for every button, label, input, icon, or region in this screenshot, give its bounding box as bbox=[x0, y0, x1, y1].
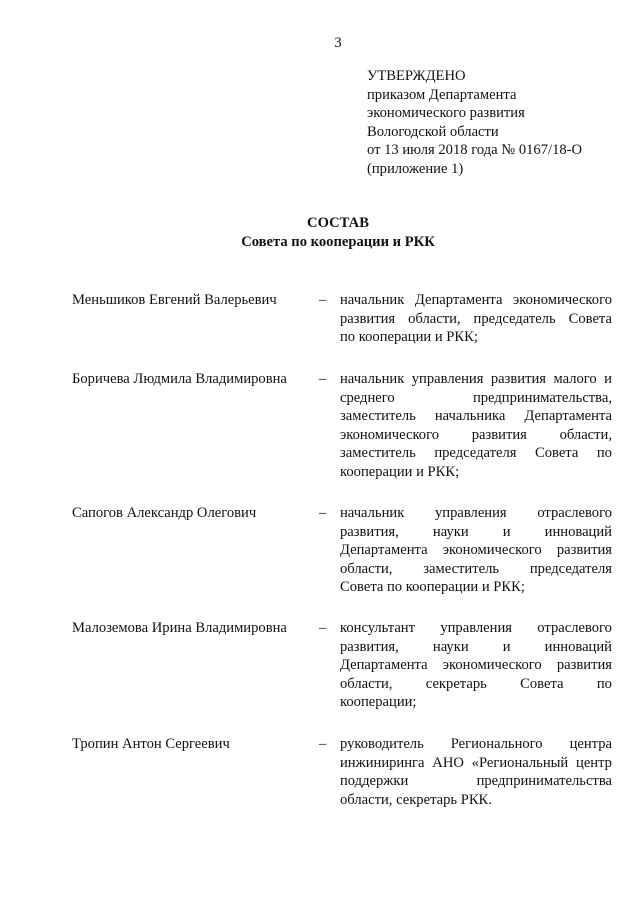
role-line: заместитель начальника Департамента bbox=[340, 408, 612, 425]
role-line: развития, науки и инноваций bbox=[340, 638, 612, 655]
role-line: начальник управления отраслевого bbox=[340, 505, 612, 521]
role-line: инжиниринга АНО «Региональный центр bbox=[340, 754, 612, 771]
document-title bbox=[0, 214, 640, 251]
role-line: по кооперации и РКК; bbox=[340, 329, 478, 346]
member-name: Тропин Антон Сергеевич bbox=[72, 736, 230, 752]
dash-separator: – bbox=[319, 620, 327, 636]
role-line: руководитель Регионального центра bbox=[340, 736, 612, 752]
dash-separator: – bbox=[319, 292, 327, 308]
role-line: кооперации; bbox=[340, 694, 417, 711]
title-line-2: Совета по кооперации и РКК bbox=[241, 233, 435, 250]
title-line-1: СОСТАВ bbox=[307, 215, 369, 231]
role-line: области, секретарь РКК. bbox=[340, 791, 492, 808]
dash-separator: – bbox=[319, 371, 327, 387]
role-line: Совета по кооперации и РКК; bbox=[340, 579, 525, 596]
role-line: кооперации и РКК; bbox=[340, 463, 460, 480]
member-role bbox=[340, 735, 612, 809]
page-number: 3 bbox=[334, 35, 342, 51]
member-role bbox=[340, 619, 612, 712]
role-line: начальник управления развития малого и bbox=[340, 371, 612, 387]
role-line: экономического развития области, bbox=[340, 426, 612, 443]
role-line: развития области, председатель Совета bbox=[340, 310, 612, 327]
role-line: развития, науки и инноваций bbox=[340, 523, 612, 540]
member-name: Боричева Людмила Владимировна bbox=[72, 371, 287, 387]
dash-separator: – bbox=[319, 505, 327, 521]
role-line: области, секретарь Совета по bbox=[340, 675, 612, 692]
role-line: Департамента экономического развития bbox=[340, 657, 612, 674]
approval-line: от 13 июля 2018 года № 0167/18-О bbox=[367, 142, 583, 159]
member-role bbox=[340, 504, 612, 597]
approval-line: (приложение 1) bbox=[367, 160, 464, 177]
role-line: начальник Департамента экономического bbox=[340, 292, 612, 308]
member-role bbox=[340, 370, 612, 482]
approval-stamp bbox=[367, 67, 627, 179]
dash-separator: – bbox=[319, 736, 327, 752]
member-name: Сапогов Александр Олегович bbox=[72, 505, 257, 521]
approval-line: Вологодской области bbox=[367, 123, 499, 140]
role-line: поддержки предпринимательства bbox=[340, 773, 612, 790]
approval-line: УТВЕРЖДЕНО bbox=[367, 68, 466, 84]
member-role bbox=[340, 291, 612, 347]
member-name: Меньшиков Евгений Валерьевич bbox=[72, 292, 277, 308]
role-line: консультант управления отраслевого bbox=[340, 620, 612, 636]
role-line: Департамента экономического развития bbox=[340, 542, 612, 559]
role-line: заместитель председателя Совета по bbox=[340, 445, 612, 462]
role-line: области, заместитель председателя bbox=[340, 560, 612, 577]
approval-line: приказом Департамента bbox=[367, 86, 517, 103]
member-name: Малоземова Ирина Владимировна bbox=[72, 620, 287, 636]
role-line: среднего предпринимательства, bbox=[340, 389, 612, 406]
approval-line: экономического развития bbox=[367, 105, 525, 122]
